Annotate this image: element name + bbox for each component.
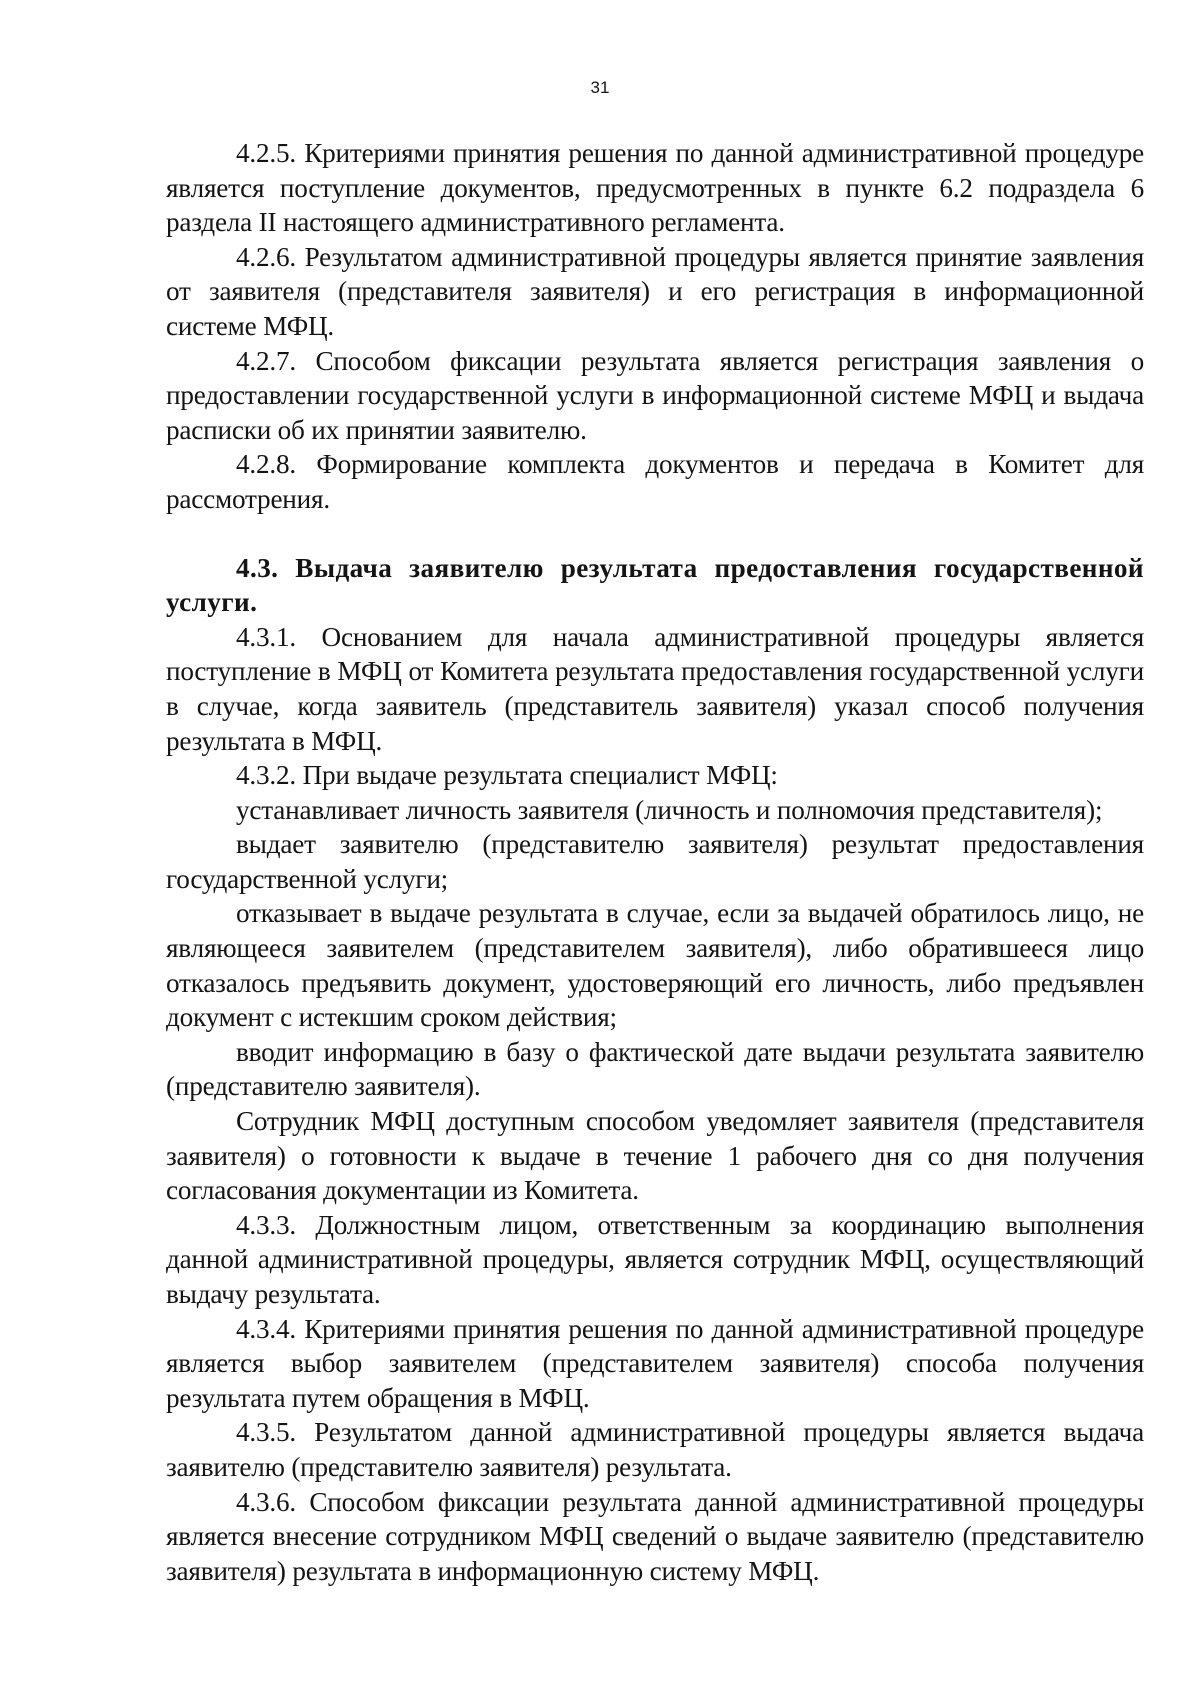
paragraph-4-3-5: 4.3.5. Результатом данной административной процедуры является выдача заявителю (представителю заявителя) результата.: [166, 1417, 1144, 1482]
paragraph-4-2-7: 4.2.7. Способом фиксации результата является регистрация заявления о предоставлении государственной услуги в информационной системе МФЦ и выдача расписки об их принятии заявителю.: [166, 345, 1144, 445]
paragraph-4-2-5: 4.2.5. Критериями принятия решения по данной административной процедуре является поступление документов, предусмотренных в пункте 6.2 подраздела 6 раздела II настоящего административного регламента.: [166, 138, 1144, 238]
paragraph-4-2-6: 4.2.6. Результатом административной процедуры является принятие заявления от заявителя (представителя заявителя) и его регистрация в информационной системе МФЦ.: [166, 241, 1144, 341]
paragraph-4-2-8: 4.2.8. Формирование комплекта документов и передача в Комитет для рассмотрения.: [166, 449, 1144, 514]
page-number: 31: [590, 78, 610, 97]
paragraph-4-3-1: 4.3.1. Основанием для начала административной процедуры является поступление в МФЦ от Комитета результата предоставления государственной услуги в случае, когда заявитель (представитель заявителя) указал способ получения результата в МФЦ.: [166, 621, 1144, 756]
list-item-identity: устанавливает личность заявителя (личность и полномочия представителя);: [236, 794, 1103, 825]
paragraph-4-3-3: 4.3.3. Должностным лицом, ответственным за координацию выполнения данной административной процедуры, является сотрудник МФЦ, осуществляющий выдачу результата.: [166, 1209, 1144, 1309]
document-body: [166, 136, 1144, 1588]
paragraph-4-3-4: 4.3.4. Критериями принятия решения по данной административной процедуре является выбор заявителем (представителем заявителя) способа получения результата путем обращения в МФЦ.: [166, 1313, 1144, 1413]
paragraph-4-3-6: 4.3.6. Способом фиксации результата данной административной процедуры является внесение сотрудником МФЦ сведений о выдаче заявителю (представителю заявителя) результата в информационную систему МФЦ.: [166, 1486, 1144, 1586]
list-item-issue-result: выдает заявителю (представителю заявителя) результат предоставления государственной услуги;: [166, 829, 1144, 894]
section-heading-4-3: 4.3. Выдача заявителю результата предоставления государственной услуги.: [166, 552, 1144, 618]
paragraph-notification: Сотрудник МФЦ доступным способом уведомляет заявителя (представителя заявителя) о готовности к выдаче в течение 1 рабочего дня со дня получения согласования документации из Комитета.: [166, 1106, 1144, 1206]
paragraph-4-3-2: 4.3.2. При выдаче результата специалист МФЦ:: [236, 760, 778, 791]
list-item-refusal: отказывает в выдаче результата в случае, если за выдачей обратилось лицо, не являющееся заявителем (представителем заявителя), либо обратившееся лицо отказалось предъявить документ, удостоверяющий его личность, либо предъявлен документ с истекшим сроком действия;: [166, 898, 1144, 1033]
list-item-enter-date: вводит информацию в базу о фактической дате выдачи результата заявителю (представителю заявителя).: [166, 1036, 1144, 1102]
